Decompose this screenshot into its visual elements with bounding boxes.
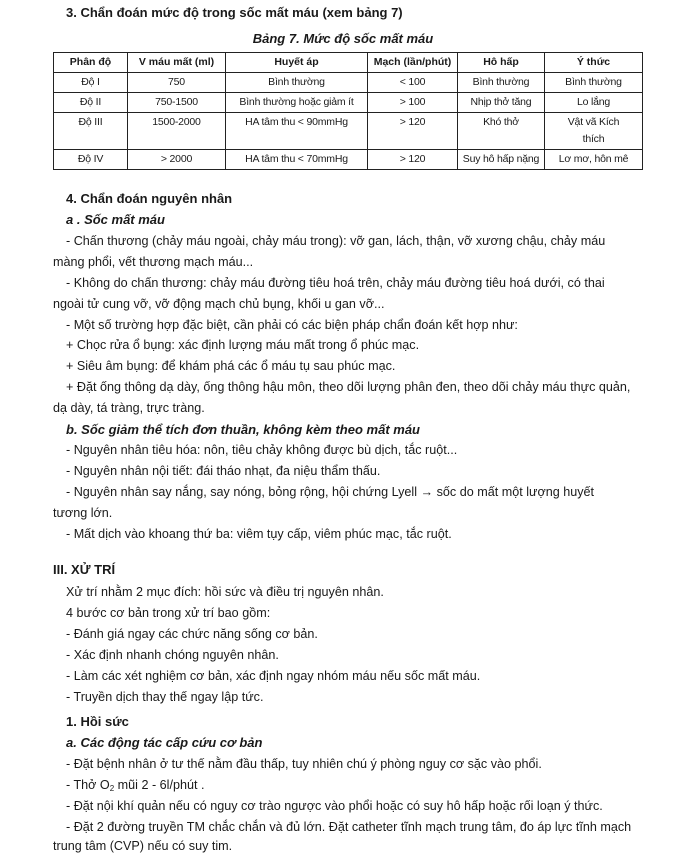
table-row bbox=[54, 93, 643, 113]
oxygen-prefix: - Thở O bbox=[66, 778, 110, 792]
section-III-heading: III. XỬ TRÍ bbox=[53, 562, 116, 577]
text-line: - Nguyên nhân nội tiết: đái tháo nhạt, đa niệu thẩm thấu. bbox=[66, 464, 381, 478]
table-cell: < 100 bbox=[368, 73, 458, 93]
text-line: màng phổi, vết thương mạch máu... bbox=[53, 255, 254, 269]
table-row bbox=[54, 73, 643, 93]
oxygen-suffix: mũi 2 - 6l/phút . bbox=[114, 778, 205, 792]
table-cell: Khó thở bbox=[458, 113, 545, 150]
text-line: - Nguyên nhân tiêu hóa: nôn, tiêu chảy không được bù dịch, tắc ruột... bbox=[66, 443, 458, 457]
text-line: ngoài tử cung vỡ, vỡ động mạch chủ bụng, khối u gan vỡ... bbox=[53, 297, 385, 311]
text-line: + Siêu âm bụng: để khám phá các ổ máu tụ sau phúc mạc. bbox=[66, 359, 396, 373]
text-line: - Xác định nhanh chóng nguyên nhân. bbox=[66, 648, 279, 662]
header-cell: Hô hấp bbox=[458, 53, 545, 73]
table-header-row bbox=[54, 53, 643, 73]
table-cell: Độ IV bbox=[54, 150, 128, 170]
header-cell: Ý thức bbox=[545, 53, 643, 73]
text-line: - Đặt bệnh nhân ở tư thế nằm đầu thấp, tuy nhiên chú ý phòng nguy cơ sặc vào phổi. bbox=[66, 757, 542, 771]
table-row bbox=[54, 113, 643, 150]
text-line: trung tâm (CVP) nếu có suy tim. bbox=[53, 839, 233, 853]
table-cell: Vật vã Kích thích bbox=[545, 113, 643, 150]
table-cell: Độ I bbox=[54, 73, 128, 93]
table-cell: 750-1500 bbox=[128, 93, 226, 113]
table-cell: Bình thường hoặc giảm ít bbox=[226, 93, 368, 113]
subsection-1-heading: 1. Hồi sức bbox=[66, 714, 129, 729]
subsection-1a-heading: a. Các động tác cấp cứu cơ bản bbox=[66, 735, 263, 750]
text-line: - Nguyên nhân say nắng, say nóng, bỏng rộng, hội chứng Lyell → sốc do mất một lượng huyết bbox=[66, 485, 595, 499]
oxygen-subscript: 2 bbox=[109, 784, 115, 793]
table-cell: Độ III bbox=[54, 113, 128, 150]
text-line: - Không do chấn thương: chảy máu đường tiêu hoá trên, chảy máu đường tiêu hoá dưới, có thai bbox=[66, 276, 605, 290]
table-cell: 1500-2000 bbox=[128, 113, 226, 150]
text-line: - Truyền dịch thay thế ngay lập tức. bbox=[66, 690, 264, 704]
table-cell: Bình thường bbox=[226, 73, 368, 93]
text-line: - Mất dịch vào khoang thứ ba: viêm tụy cấp, viêm phúc mạc, tắc ruột. bbox=[66, 527, 452, 541]
table-cell: Độ II bbox=[54, 93, 128, 113]
text-line: + Chọc rửa ổ bụng: xác định lượng máu mất trong ổ phúc mạc. bbox=[66, 338, 420, 352]
table-cell: > 2000 bbox=[128, 150, 226, 170]
table-cell: HA tâm thu < 70mmHg bbox=[226, 150, 368, 170]
header-cell: V máu mất (ml) bbox=[128, 53, 226, 73]
text-line: dạ dày, tá tràng, trực tràng. bbox=[53, 401, 205, 415]
text-line: + Đặt ống thông dạ dày, ống thông hậu môn, theo dõi lượng phân đen, theo dõi chảy máu thực quản, bbox=[66, 380, 631, 394]
text-line: 4 bước cơ bản trong xử trí bao gồm: bbox=[66, 606, 271, 620]
text-line: tương lớn. bbox=[53, 506, 113, 520]
header-cell: Huyết áp bbox=[226, 53, 368, 73]
table-7-caption: Bảng 7. Mức độ sốc mất máu bbox=[252, 31, 434, 46]
section-4-heading: 4. Chẩn đoán nguyên nhân bbox=[66, 191, 233, 206]
header-cell: Phân độ bbox=[54, 53, 128, 73]
table-cell: Nhịp thở tăng bbox=[458, 93, 545, 113]
header-cell: Mạch (lần/phút) bbox=[368, 53, 458, 73]
table-cell: HA tâm thu < 90mmHg bbox=[226, 113, 368, 150]
text-line: - Làm các xét nghiệm cơ bản, xác định ngay nhóm máu nếu sốc mất máu. bbox=[66, 669, 481, 683]
table-cell: > 100 bbox=[368, 93, 458, 113]
text-line: - Đặt 2 đường truyền TM chắc chắn và đủ lớn. Đặt catheter tĩnh mạch trung tâm, đo áp lực tĩnh mạch bbox=[66, 820, 632, 834]
table-cell: Lo lắng bbox=[545, 93, 643, 113]
table-cell: > 120 bbox=[368, 150, 458, 170]
table-cell: Suy hô hấp nặng bbox=[458, 150, 545, 170]
table-cell: Bình thường bbox=[458, 73, 545, 93]
table-cell: Lơ mơ, hôn mê bbox=[545, 150, 643, 170]
table-row bbox=[54, 150, 643, 170]
subsection-a-heading: a . Sốc mất máu bbox=[66, 212, 165, 227]
table-cell: Bình thường bbox=[545, 73, 643, 93]
shock-severity-table bbox=[53, 52, 643, 170]
table-cell: 750 bbox=[128, 73, 226, 93]
text-line: - Một số trường hợp đặc biệt, cần phải có các biện pháp chẩn đoán kết hợp như: bbox=[66, 318, 518, 332]
text-line: - Đặt nội khí quản nếu có nguy cơ trào ngược vào phổi hoặc có suy hô hấp hoặc rối loạn ý thức. bbox=[66, 799, 603, 813]
text-line: Xử trí nhằm 2 mục đích: hồi sức và điều trị nguyên nhân. bbox=[66, 585, 384, 599]
oxygen-line bbox=[66, 778, 204, 796]
subsection-b-heading: b. Sốc giảm thể tích đơn thuần, không kèm theo mất máu bbox=[66, 422, 420, 437]
text-line: - Đánh giá ngay các chức năng sống cơ bản. bbox=[66, 627, 318, 641]
table-cell: > 120 bbox=[368, 113, 458, 150]
text-line: - Chấn thương (chảy máu ngoài, chảy máu trong): vỡ gan, lách, thận, vỡ xương chậu, chảy máu bbox=[66, 234, 606, 248]
section-3-heading: 3. Chẩn đoán mức độ trong sốc mất máu (xem bảng 7) bbox=[66, 5, 403, 20]
